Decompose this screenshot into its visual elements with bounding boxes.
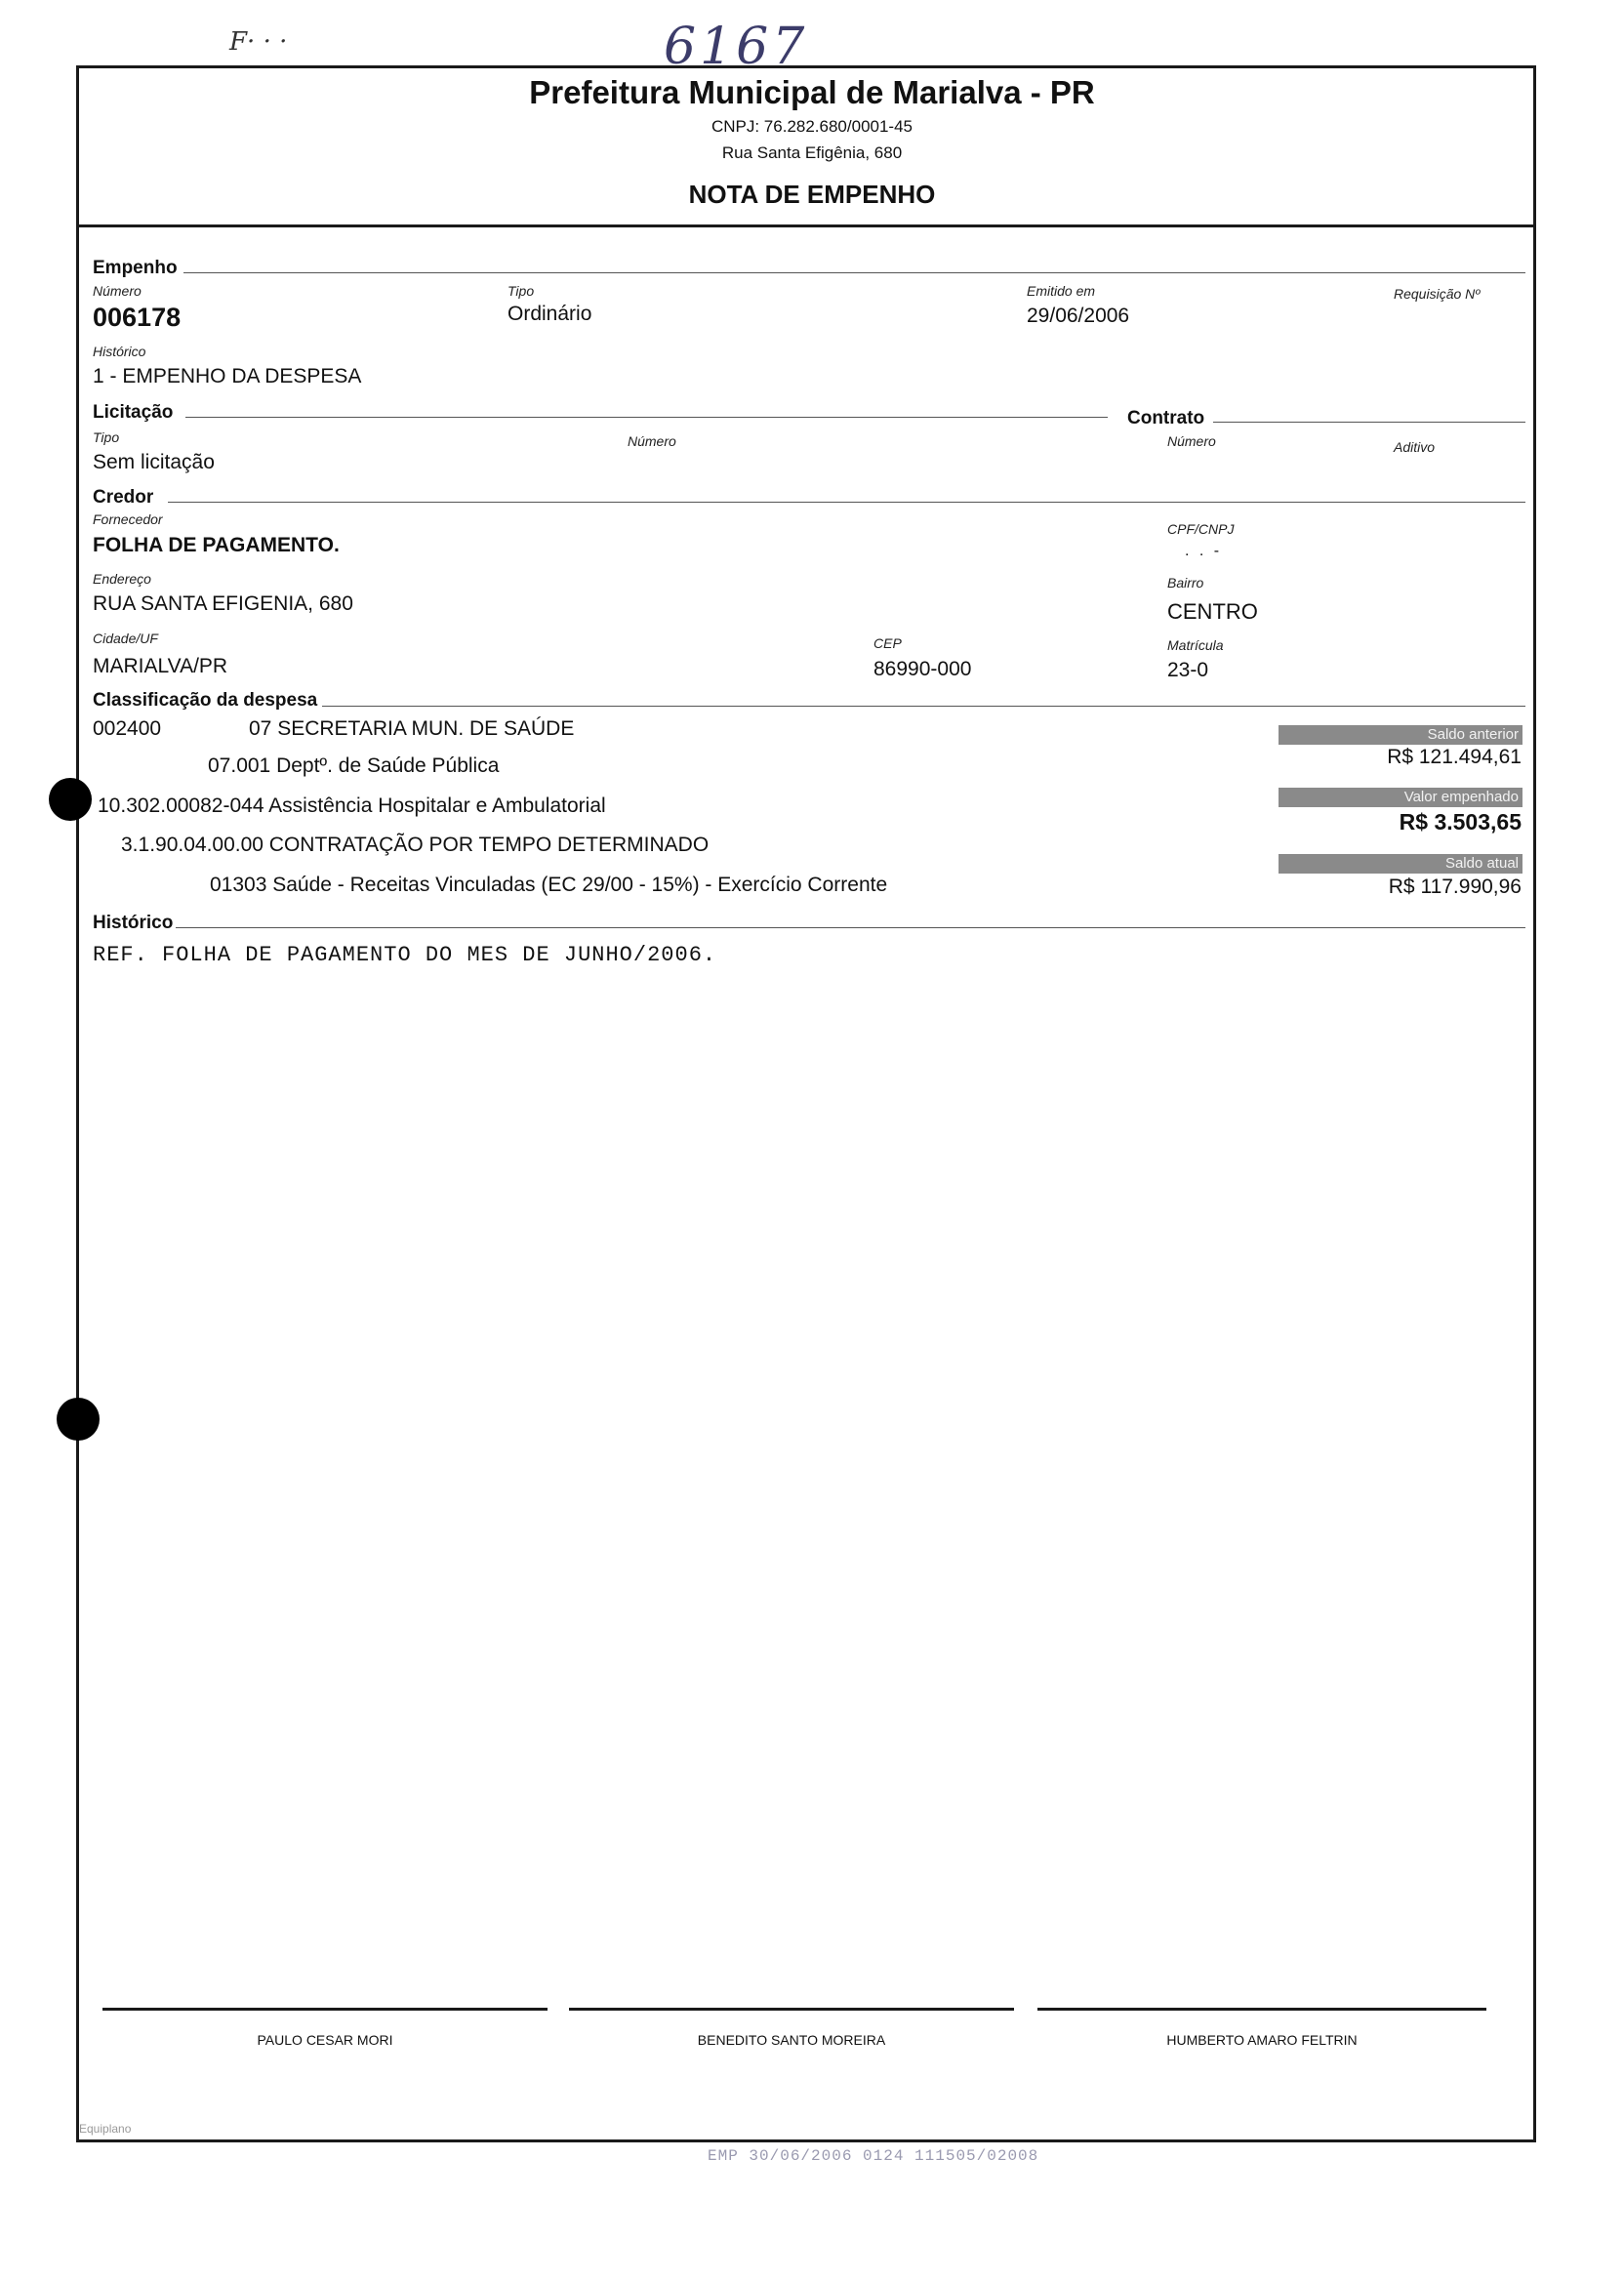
elemento-line: 3.1.90.04.00.00 CONTRATAÇÃO POR TEMPO DETERMINADO <box>121 834 710 856</box>
section-credor: Credor <box>93 487 154 508</box>
cep-label: CEP <box>873 635 902 651</box>
municipality-title: Prefeitura Municipal de Marialva - PR <box>529 74 1095 110</box>
requisicao-label: Requisição Nº <box>1394 286 1481 302</box>
funcional-line: 10.302.00082-044 Assistência Hospitalar e Ambulatorial <box>98 794 606 817</box>
signature-line <box>1037 2008 1486 2011</box>
signature-name: HUMBERTO AMARO FELTRIN <box>1166 2032 1358 2048</box>
valor-empenhado-label: Valor empenhado <box>1279 788 1522 807</box>
emitido-value: 29/06/2006 <box>1027 305 1130 327</box>
empenho-number: 006178 <box>93 303 182 332</box>
licitacao-numero-label: Número <box>628 433 676 449</box>
licitacao-tipo-label: Tipo <box>93 429 120 445</box>
footer-brand: Equiplano <box>79 2122 132 2136</box>
historico-value: 1 - EMPENHO DA DESPESA <box>93 365 362 387</box>
bairro-value: CENTRO <box>1167 599 1258 624</box>
handwritten-marks: F· · · <box>229 27 288 57</box>
cnpj-line: CNPJ: 76.282.680/0001-45 <box>710 117 914 136</box>
unidade-line: 07.001 Deptº. de Saúde Pública <box>208 754 500 777</box>
fonte-line: 01303 Saúde - Receitas Vinculadas (EC 29/00 - 15%) - Exercício Corrente <box>210 874 888 896</box>
section-contrato: Contrato <box>1127 408 1205 428</box>
section-historico: Histórico <box>93 913 174 933</box>
numero-label: Número <box>93 283 142 299</box>
address-line: Rua Santa Efigênia, 680 <box>721 143 903 162</box>
signature-line <box>102 2008 548 2011</box>
tipo-label: Tipo <box>508 283 535 299</box>
signature-name: BENEDITO SANTO MOREIRA <box>697 2032 886 2048</box>
section-line <box>168 502 1525 503</box>
section-line <box>322 706 1525 707</box>
classificacao-code: 002400 <box>93 717 162 740</box>
historico-text: REF. FOLHA DE PAGAMENTO DO MES DE JUNHO/2006. <box>93 943 717 967</box>
matricula-label: Matrícula <box>1167 637 1224 653</box>
saldo-anterior-value: R$ 121.494,61 <box>1387 746 1522 768</box>
punch-hole <box>49 778 92 821</box>
bairro-label: Bairro <box>1167 575 1204 591</box>
section-empenho: Empenho <box>93 258 178 278</box>
emitido-label: Emitido em <box>1027 283 1096 299</box>
section-line <box>185 417 1108 418</box>
saldo-anterior-label: Saldo anterior <box>1279 725 1522 745</box>
orgao-line: 07 SECRETARIA MUN. DE SAÚDE <box>249 717 575 740</box>
doc-title: NOTA DE EMPENHO <box>688 180 936 209</box>
saldo-atual-value: R$ 117.990,96 <box>1388 876 1522 898</box>
tipo-value: Ordinário <box>508 303 592 325</box>
saldo-atual-label: Saldo atual <box>1279 854 1522 874</box>
endereco-label: Endereço <box>93 571 151 587</box>
endereco-value: RUA SANTA EFIGENIA, 680 <box>93 592 353 615</box>
section-classificacao: Classificação da despesa <box>93 690 318 711</box>
matricula-value: 23-0 <box>1167 659 1209 681</box>
cidade-value: MARIALVA/PR <box>93 655 228 677</box>
section-line <box>1213 422 1525 423</box>
fornecedor-label: Fornecedor <box>93 511 163 527</box>
valor-empenhado-value: R$ 3.503,65 <box>1399 809 1522 835</box>
signature-name: PAULO CESAR MORI <box>257 2032 393 2048</box>
cpf-label: CPF/CNPJ <box>1167 521 1235 537</box>
cep-value: 86990-000 <box>873 658 972 680</box>
section-line <box>183 272 1525 273</box>
fornecedor-value: FOLHA DE PAGAMENTO. <box>93 534 340 556</box>
cidade-label: Cidade/UF <box>93 631 158 646</box>
historico-label: Histórico <box>93 344 146 359</box>
footer-stamp: EMP 30/06/2006 0124 111505/02008 <box>708 2147 1039 2165</box>
cpf-value: . . - <box>1185 543 1223 559</box>
contrato-aditivo-label: Aditivo <box>1394 439 1436 455</box>
handwritten-number: 6167 <box>664 18 809 76</box>
section-line <box>176 927 1525 928</box>
licitacao-tipo-value: Sem licitação <box>93 451 215 473</box>
section-licitacao: Licitação <box>93 402 174 423</box>
signature-line <box>569 2008 1014 2011</box>
punch-hole <box>57 1398 100 1441</box>
contrato-numero-label: Número <box>1167 433 1216 449</box>
header-separator <box>76 224 1536 227</box>
